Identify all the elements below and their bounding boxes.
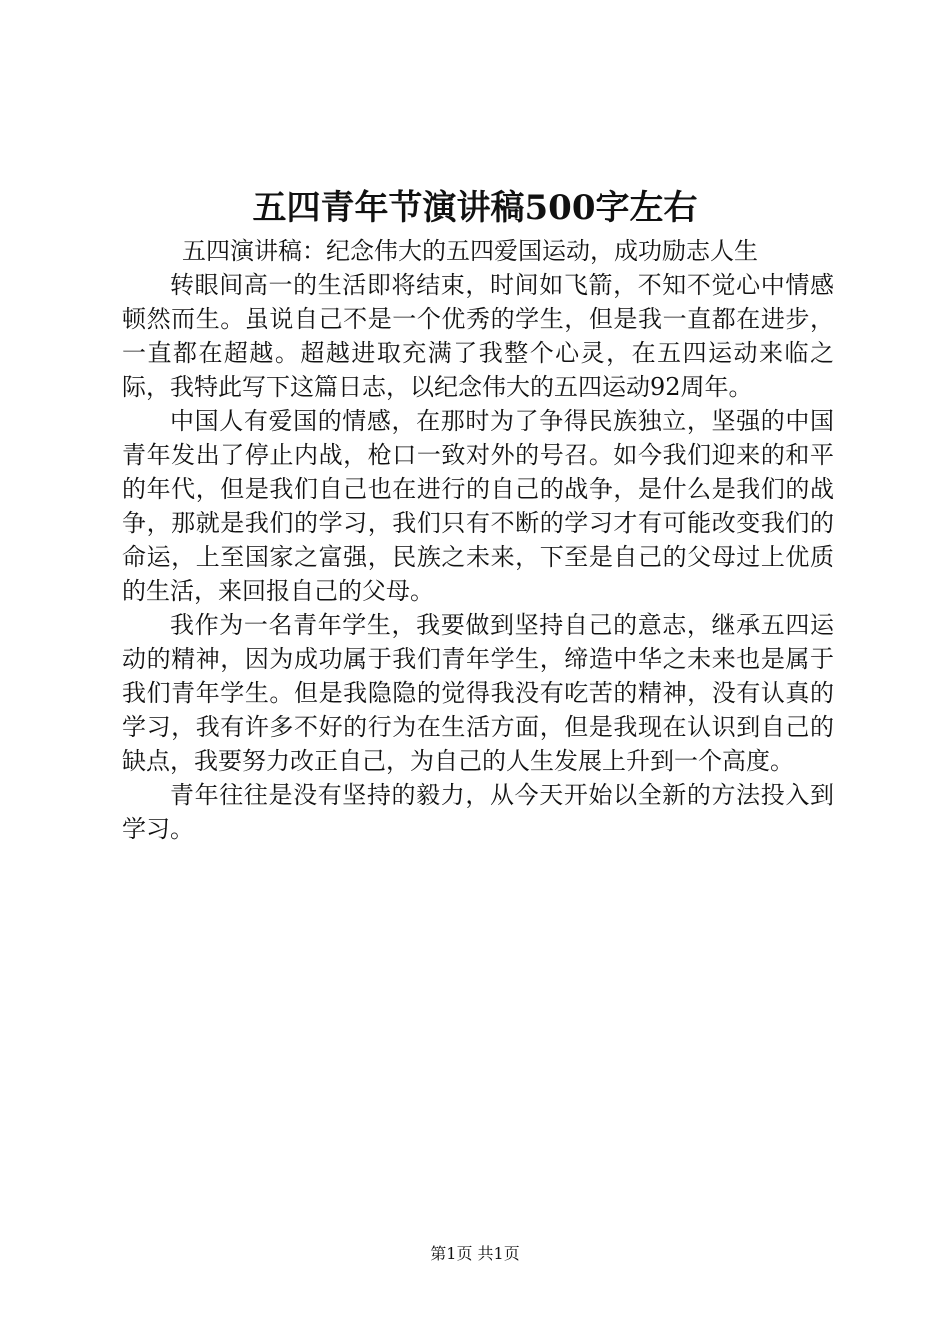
paragraph-3: 我作为一名青年学生，我要做到坚持自己的意志，继承五四运动的精神，因为成功属于我们青年学生，缔造中华之未来也是属于我们青年学生。但是我隐隐的觉得我没有吃苦的精神，没有认真的学习，我有许多不好的行为在生活方面，但是我现在认识到自己的缺点，我要努力改正自己，为自己的人生发展上升到一个高度。 xyxy=(122,611,834,775)
document-body xyxy=(122,234,834,846)
document-subtitle: 五四演讲稿：纪念伟大的五四爱国运动，成功励志人生 xyxy=(182,237,758,265)
page-footer: 第1页 共1页 xyxy=(430,1244,520,1263)
paragraph-1: 转眼间高一的生活即将结束，时间如飞箭，不知不觉心中情感顿然而生。虽说自己不是一个优秀的学生，但是我一直都在进步，一直都在超越。超越进取充满了我整个心灵，在五四运动来临之际，我特此写下这篇日志，以纪念伟大的五四运动92周年。 xyxy=(122,271,834,401)
document-title: 五四青年节演讲稿500字左右 xyxy=(252,188,698,228)
paragraph-2: 中国人有爱国的情感，在那时为了争得民族独立，坚强的中国青年发出了停止内战，枪口一致对外的号召。如今我们迎来的和平的年代，但是我们自己也在进行的自己的战争，是什么是我们的战争，那就是我们的学习，我们只有不断的学习才有可能改变我们的命运，上至国家之富强，民族之未来，下至是自己的父母过上优质的生活，来回报自己的父母。 xyxy=(122,407,834,605)
paragraph-4: 青年往往是没有坚持的毅力，从今天开始以全新的方法投入到学习。 xyxy=(122,781,834,843)
